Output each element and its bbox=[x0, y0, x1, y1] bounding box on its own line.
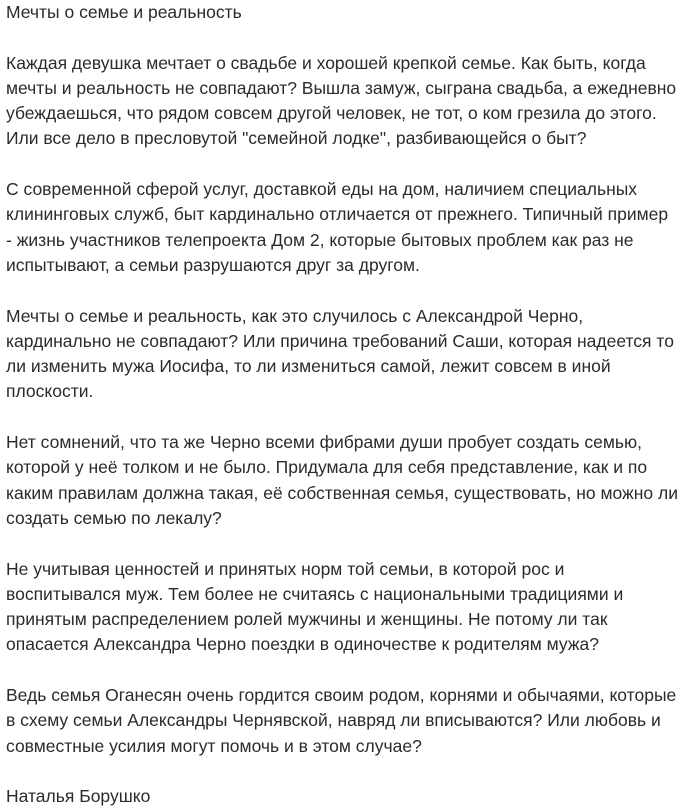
paragraph-line: Мечты о семье и реальность, как это случилось с Александрой Черно, bbox=[6, 305, 584, 326]
article-author: Наталья Борушко bbox=[6, 786, 151, 807]
paragraph bbox=[6, 304, 699, 405]
paragraph-line: которой у неё толком и не было. Придумала для себя представление, как и по bbox=[6, 457, 648, 478]
paragraph bbox=[6, 177, 699, 278]
paragraph-line: в схему семьи Александры Чернявской, навряд ли вписываются? Или любовь и bbox=[6, 710, 661, 731]
paragraph-line: Не учитывая ценностей и принятых норм той семьи, в которой рос и bbox=[6, 558, 565, 579]
paragraph-line: испытывают, а семьи разрушаются друг за другом. bbox=[6, 254, 420, 275]
paragraph bbox=[6, 430, 699, 531]
paragraph-line: клининговых служб, быт кардинально отличается от прежнего. Типичный пример bbox=[6, 204, 669, 225]
paragraph-line: Или все дело в пресловутой "семейной лодке", разбивающейся о быт? bbox=[6, 128, 587, 149]
paragraph-line: принятым распределением ролей мужчины и женщины. Не потому ли так bbox=[6, 609, 608, 630]
paragraph-line: Нет сомнений, что та же Черно всеми фибрами души пробует создать семью, bbox=[6, 432, 643, 453]
paragraph bbox=[6, 557, 699, 658]
paragraph bbox=[6, 683, 699, 759]
paragraph-line: кардинально не совпадают? Или причина требований Саши, которая надеется то bbox=[6, 330, 674, 351]
paragraph-line: С современной сферой услуг, доставкой еды на дом, наличием специальных bbox=[6, 179, 638, 200]
paragraph-line: Каждая девушка мечтает о свадьбе и хорошей крепкой семье. Как быть, когда bbox=[6, 52, 646, 73]
paragraph-line: плоскости. bbox=[6, 381, 94, 402]
paragraph-line: воспитывался муж. Тем более не считаясь с национальными традициями и bbox=[6, 583, 624, 604]
paragraph-line: - жизнь участников телепроекта Дом 2, которые бытовых проблем как раз не bbox=[6, 229, 634, 250]
paragraph bbox=[6, 51, 699, 152]
article-body bbox=[6, 51, 699, 759]
paragraph-line: опасается Александра Черно поездки в одиночестве к родителям мужа? bbox=[6, 634, 600, 655]
paragraph-line: мечты и реальность не совпадают? Вышла замуж, сыграна свадьба, а ежедневно bbox=[6, 77, 677, 98]
article-title: Мечты о семье и реальность bbox=[6, 2, 242, 22]
paragraph-line: создать семью по лекалу? bbox=[6, 507, 222, 528]
paragraph-line: ли изменить мужа Иосифа, то ли измениться самой, лежит совсем в иной bbox=[6, 356, 611, 377]
paragraph-line: Ведь семья Оганесян очень гордится своим родом, корнями и обычаями, которые bbox=[6, 685, 677, 706]
paragraph-line: совместные усилия могут помочь и в этом случае? bbox=[6, 735, 422, 756]
paragraph-line: убеждаешься, что рядом совсем другой человек, не тот, о ком грезила до этого. bbox=[6, 103, 657, 124]
paragraph-line: каким правилам должна такая, её собственная семья, существовать, но можно ли bbox=[6, 482, 678, 503]
